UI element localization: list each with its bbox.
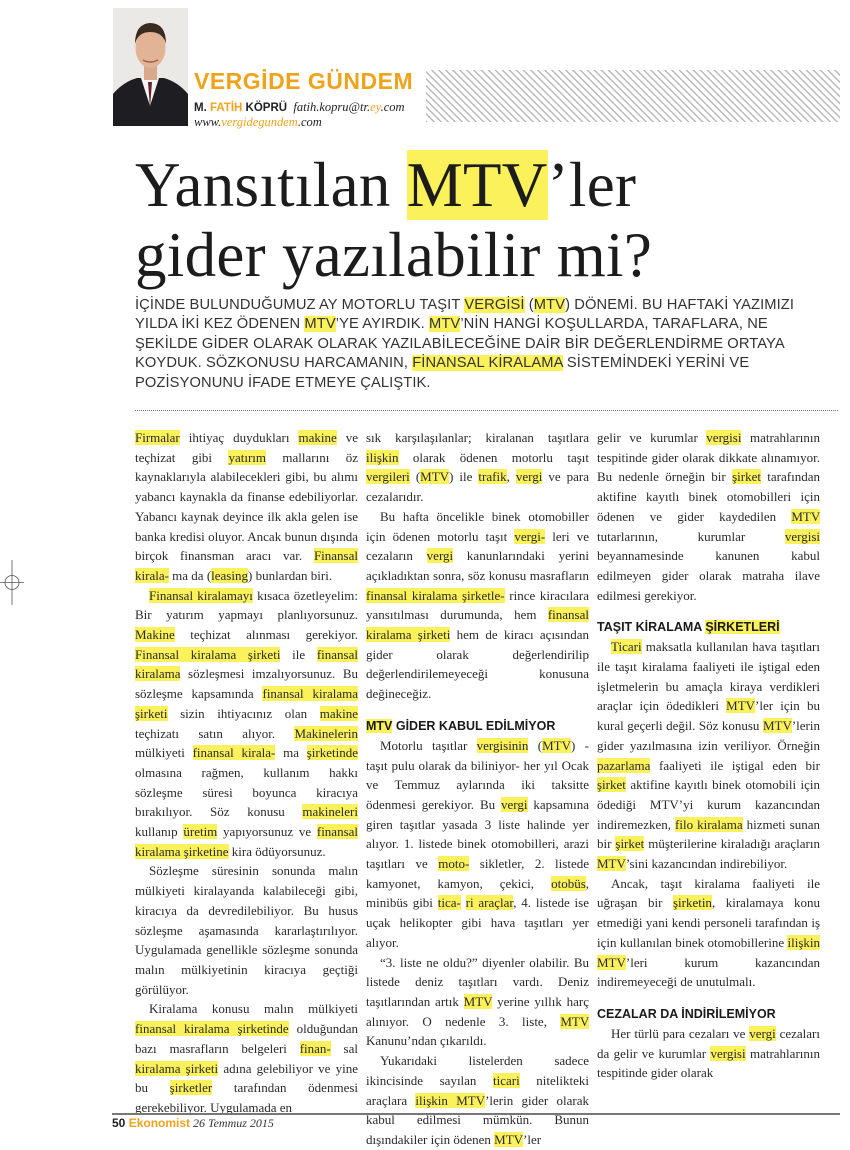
- body-column-1: [135, 428, 358, 1118]
- section-heading: MTV GİDER KABUL EDİLMİYOR: [366, 718, 556, 733]
- keyword-highlight: ticari: [493, 1072, 520, 1088]
- text-run: olarak ödenen motorlu taşıt: [398, 449, 589, 465]
- author-name: M. FATİH KÖPRÜ: [194, 102, 288, 114]
- text-run: sal: [330, 1040, 358, 1056]
- keyword-highlight: vergileri: [366, 469, 410, 485]
- text-run: matrahlarının tespitinde gider olarak dikkate alınamıyor. Bu nedenle örneğin bir: [597, 430, 820, 485]
- registration-mark-icon: [0, 560, 24, 605]
- text-run: “3. liste ne oldu?” diyenler olabilir. Bu listede deniz taşıtları vardı. Deniz taşıtlarından artık: [366, 954, 589, 1009]
- text-run: ma da (: [168, 567, 212, 583]
- keyword-highlight: MTV: [542, 737, 571, 753]
- text-run: Kanunu’ndan çıkarıldı.: [366, 1033, 487, 1049]
- keyword-highlight: şirket: [732, 469, 761, 485]
- section-heading: TAŞIT KİRALAMA ŞİRKETLERİ: [597, 620, 780, 635]
- text-run: Yukarıdaki listelerden sadece ikincisinde sayılan: [366, 1053, 589, 1088]
- keyword-highlight: Finansal kirala-: [135, 548, 358, 583]
- article-headline: Yansıtılan MTV’ler gider yazılabilir mi?: [135, 150, 653, 290]
- text-run: , 4. listede ise uçak helikopter gibi hava taşıtları yer alıyor.: [366, 895, 589, 950]
- page-number: 50: [112, 1116, 129, 1130]
- text-run: ma: [275, 745, 307, 761]
- magazine-name: Ekonomist: [128, 1116, 191, 1130]
- keyword-highlight: Makine: [135, 627, 175, 643]
- keyword-highlight: vergisi: [784, 528, 820, 544]
- paragraph: [597, 428, 820, 605]
- footer-rule: [112, 1113, 840, 1115]
- keyword-highlight: makine: [298, 430, 337, 445]
- text-run: ’lerin gider olarak kabul edilmesi mümkün. Bunun dışındakiler için ödenen: [366, 1092, 589, 1147]
- text-run: kısaca özetleyelim: Bir yatırım yapmayı planlıyorsunuz.: [135, 587, 359, 623]
- keyword-highlight: MTV: [463, 993, 493, 1009]
- text-run: tarafından ödenmesi gerekebiliyor. Uygulamada en: [135, 1080, 359, 1115]
- keyword-highlight: MTV: [791, 508, 820, 524]
- paragraph: [135, 861, 358, 999]
- text-run: ’lerin gider yazılmasına izin veriliyor. Örneğin: [597, 718, 820, 753]
- text-run: gelir ve kurumlar: [597, 430, 707, 445]
- paragraph: [135, 586, 358, 862]
- text-run: tarafından aktifine kayıtlı binek otomobilleri için ödenen ve gider kaydedilen: [597, 469, 820, 524]
- article-lead: İÇİNDE BULUNDUĞUMUZ AY MOTORLU TAŞIT VERGİSİ (MTV) DÖNEMİ. BU HAFTAKİ YAZIMIZI YILDA İKİ KEZ ÖDENEN MTV’YE AYIRDIK. MTV’NİN HANGİ KOŞULLARDA, TARAFLARA, NE ŞEKİLDE GİDER OLARAK OLARAK YAZILABİLECEĞİNE DAİR BİR DEĞERLENDİRME ORTAYA KOYDUK. SÖZKONUSU HARCAMANIN, FİNANSAL KİRALAMA SİSTEMİNDEKİ YERİNİ VE POZİSYONUNU İFADE ETMEYE ÇALIŞTIK.: [135, 297, 795, 391]
- text-run: sık karşılaşılanlar; kiralanan taşıtlara: [366, 430, 589, 445]
- text-run: ve para cezalarıdır.: [366, 469, 589, 505]
- keyword-highlight: moto-: [438, 856, 470, 872]
- keyword-highlight: otobüs: [551, 875, 586, 891]
- text-run: yapıyorsunuz ve: [217, 824, 317, 840]
- keyword-highlight: kiralama şirketi: [135, 1060, 219, 1076]
- paragraph: [597, 874, 820, 992]
- text-run: ile: [280, 646, 317, 662]
- text-run: adına gelebiliyor ve yine bu: [135, 1060, 359, 1096]
- keyword-highlight: filo kiralama: [675, 816, 743, 832]
- keyword-highlight: vergi-: [514, 528, 546, 544]
- section-heading: CEZALAR DA İNDİRİLEMİYOR: [597, 1006, 776, 1021]
- text-run: ) - taşıt pulu olarak da biliniyor- her yıl Ocak ve Temmuz aylarında iki taksitte ödenmesi gerekiyor. Bu: [366, 737, 589, 812]
- text-run: Motorlu taşıtlar: [380, 737, 477, 753]
- keyword-highlight: finan-: [299, 1040, 331, 1056]
- text-run: [461, 895, 466, 910]
- paragraph: [366, 428, 589, 507]
- text-run: kanunlarındaki yerini açıkladıktan sonra, söz konusu masrafların: [366, 548, 589, 583]
- page-footer: [112, 1116, 274, 1131]
- text-run: mülkiyeti: [135, 745, 193, 761]
- text-run: , minibüs gibi: [366, 875, 589, 911]
- text-run: Kiralama konusu malın mülkiyeti: [149, 1001, 358, 1017]
- author-byline: [194, 100, 405, 115]
- keyword-highlight: finansal kiralama: [135, 646, 358, 682]
- text-run: olmasına rağmen, kullanım hakkı sözleşme süresi boyunca kiracıya bırakılıyor. Söz konusu: [135, 764, 358, 820]
- keyword-highlight: Makinelerin: [294, 725, 358, 741]
- paragraph: [366, 953, 589, 1052]
- keyword-highlight: finansal kiralama şirketi: [366, 607, 589, 643]
- keyword-highlight: leasing: [211, 567, 248, 583]
- text-run: teçhizat alınması gerekiyor.: [174, 627, 358, 643]
- paragraph: [597, 1024, 820, 1083]
- text-run: olduğundan bazı masrafların belgeleri: [135, 1021, 358, 1056]
- text-run: ’leri kurum kazancından indiremeyeceği de unutulmalı.: [597, 954, 820, 990]
- keyword-highlight: makineleri: [302, 804, 358, 820]
- keyword-highlight: MTV: [494, 1131, 524, 1147]
- keyword-highlight: vergisi: [706, 430, 742, 445]
- lead-divider: [135, 410, 838, 411]
- text-run: hizmeti sunan bir: [597, 816, 820, 852]
- keyword-highlight: şirketinde: [306, 745, 358, 761]
- text-run: , kiralamaya konu etmediği yani kendi personeli tarafından iş için kullanılan binek otomobillerine: [597, 895, 820, 950]
- keyword-highlight: vergisinin: [476, 737, 529, 753]
- keyword-highlight: tica-: [437, 895, 461, 911]
- keyword-highlight: Finansal kiralamayı: [149, 587, 253, 603]
- keyword-highlight: vergi: [501, 796, 528, 812]
- keyword-highlight: vergi: [749, 1025, 776, 1041]
- text-run: Her türlü para cezaları ve: [611, 1025, 750, 1041]
- text-run: cezaları da gelir ve kurumlar: [597, 1025, 820, 1061]
- text-run: ,: [506, 469, 516, 485]
- text-run: kira ödüyorsunuz.: [228, 843, 326, 859]
- keyword-highlight: yatırım: [228, 449, 266, 465]
- keyword-highlight: MTV: [762, 718, 792, 734]
- keyword-highlight: ilişkin: [366, 449, 399, 465]
- author-email[interactable]: fatih.kopru@tr.ey.com: [293, 100, 405, 114]
- text-run: matrahlarının tespitinde gider olarak: [597, 1045, 820, 1081]
- keyword-highlight: MTV: [726, 698, 756, 714]
- text-run: ’sini kazancından indirebiliyor.: [625, 856, 788, 872]
- issue-date: 26 Temmuz 2015: [190, 1116, 274, 1130]
- paragraph: [135, 428, 358, 586]
- headline-highlight: MTV: [406, 150, 548, 220]
- keyword-highlight: şirketin: [672, 895, 712, 911]
- body-column-3: [597, 428, 820, 1083]
- keyword-highlight: vergi: [426, 548, 454, 564]
- text-run: ihtiyaç duydukları: [179, 430, 299, 445]
- keyword-highlight: MTV: [560, 1013, 589, 1029]
- text-run: ’ler için bu kural geçerli değil. Söz konusu: [597, 698, 820, 734]
- text-run: ) ile: [449, 469, 479, 485]
- text-run: rince kiracılara yansıtılması durumunda, hem: [366, 587, 589, 623]
- website-link[interactable]: www.vergidegundem.com: [194, 115, 322, 129]
- text-run: nitelikteki araçlara: [366, 1072, 589, 1108]
- author-photo: [113, 8, 188, 126]
- text-run: ) bunlardan biri.: [247, 567, 333, 583]
- keyword-highlight: üretim: [183, 824, 218, 840]
- text-run: sözleşmesi imzalıyorsunuz. Bu sözleşme kapsamında: [135, 666, 358, 702]
- text-run: ’ler: [523, 1131, 542, 1147]
- text-run: leri ve cezaların: [366, 528, 589, 564]
- text-run: ve teçhizat gibi: [135, 430, 358, 465]
- keyword-highlight: pazarlama: [597, 757, 651, 773]
- keyword-highlight: ilişkin MTV: [415, 1092, 486, 1108]
- keyword-highlight: Ticari: [611, 639, 642, 655]
- text-run: kapsamına giren taşıtlar yasada 3 liste halinde yer alıyor. 1. listede binek otomobilleri, arazi taşıtları ve: [366, 796, 590, 872]
- text-run: tutarlarının, kurumlar: [597, 528, 785, 544]
- text-run: teçhizatı satın alıyor.: [135, 725, 295, 741]
- keyword-highlight: finansal kiralama şirketle-: [366, 587, 505, 603]
- keyword-highlight: vergisi: [710, 1045, 746, 1061]
- keyword-highlight: finansal kiralama şirketinde: [135, 1021, 289, 1037]
- keyword-highlight: MTV: [420, 469, 450, 485]
- keyword-highlight: Firmalar: [135, 430, 180, 445]
- text-run: sizin ihtiyacınız olan: [167, 705, 320, 721]
- keyword-highlight: finansal kirala-: [192, 745, 276, 761]
- text-run: beyannamesinde kanunen kabul edilmeyen gider olarak matraha ilave edilmesi gerekiyor.: [597, 548, 820, 603]
- text-run: aktifine kayıtlı binek otomobili için ödediği MTV’yi kurum kazancından indiremezken,: [597, 777, 820, 832]
- paragraph: [366, 1051, 589, 1150]
- text-run: sikletler, 2. listede kamyonet, kamyon, çekici,: [366, 856, 589, 891]
- keyword-highlight: şirketler: [169, 1080, 213, 1096]
- text-run: mallarını öz kaynaklarıyla alabilecekleri gibi, bu alımı yabancı kaynakla da finanse edebiliyorlar. Yabancı kaynak deyince ilk akla gelen ise banka kredisi oluyor. Ancak bunun dışında birçok finansman aracı var.: [135, 449, 359, 564]
- text-run: (: [528, 737, 543, 753]
- keyword-highlight: trafik: [478, 469, 507, 485]
- text-run: faaliyeti ile iştigal eden bir: [650, 757, 820, 773]
- text-run: maksatla kullanılan hava taşıtları ile taşıt kiralama faaliyeti ile iştigal eden işletmelerin bu amaçla kiraya verdikleri araçlar için ödedikleri: [597, 639, 820, 714]
- body-column-2: [366, 428, 589, 1150]
- keyword-highlight: şirket: [597, 777, 626, 793]
- text-run: (: [409, 469, 421, 485]
- paragraph: [366, 507, 589, 704]
- keyword-highlight: finansal kiralama şirketine: [135, 824, 359, 859]
- keyword-highlight: makine: [319, 705, 358, 721]
- paragraph: [366, 736, 589, 953]
- keyword-highlight: ri araçlar: [465, 895, 514, 911]
- text-run: hem de kiracı açısından gider olarak değerlendirilip değerlendirilemeyeceği konusuna değineceğiz.: [366, 627, 589, 702]
- text-run: Sözleşme süresinin sonunda malın mülkiyeti kiralayanda kalabileceği gibi, kiracıya da devredilebiliyor. Bu husus sözleşme aşamasında kararlaştırılıyor. Uygulamada genellikle sözleşme sonunda malın mülkiyetinin kiracıya geçtiği görülüyor.: [135, 863, 358, 997]
- keyword-highlight: Finansal kiralama şirketi: [135, 646, 281, 662]
- text-run: Ancak, taşıt kiralama faaliyeti ile uğraşan bir: [597, 875, 820, 911]
- text-run: yerine yıllık harç alınıyor. O nedenle 3. liste,: [366, 993, 589, 1029]
- header-hatch-pattern: [426, 70, 840, 122]
- text-run: kullanıp: [135, 824, 184, 840]
- paragraph: [597, 637, 820, 873]
- keyword-highlight: vergi: [515, 469, 543, 485]
- keyword-highlight: ilişkin MTV: [597, 934, 820, 970]
- keyword-highlight: finansal kiralama şirketi: [135, 686, 358, 721]
- paragraph: [135, 999, 358, 1117]
- text-run: Bu hafta öncelikle binek otomobiller için ödenen motorlu taşıt: [366, 508, 589, 544]
- keyword-highlight: MTV: [597, 856, 626, 872]
- text-run: müşterilerine kiraladığı araçların: [644, 836, 820, 852]
- column-brand: VERGİDE GÜNDEM: [194, 68, 414, 94]
- keyword-highlight: şirket: [615, 836, 645, 852]
